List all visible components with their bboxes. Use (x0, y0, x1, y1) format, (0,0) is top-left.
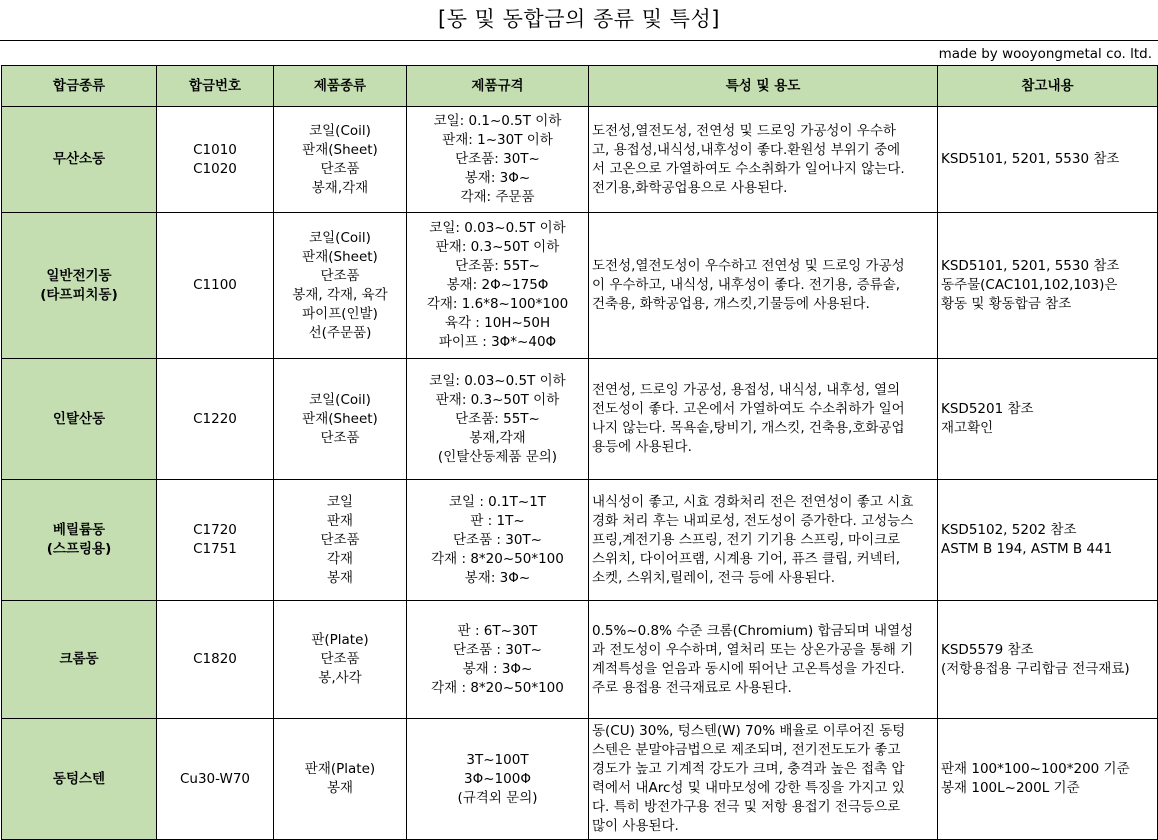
cell-line: 봉재 (326, 569, 354, 586)
cell-line: 황동 및 황동합금 참조 (941, 296, 1072, 312)
cell-line: 봉재 : 3Φ~ (462, 660, 533, 677)
header-alloy-number: 합금번호 (157, 66, 274, 107)
cell-line: 판(Plate) (311, 632, 369, 648)
cell-line: 코일(Coil) (309, 122, 371, 139)
cell-line: 단조품: 55T~ (455, 258, 540, 274)
cell-line: C1720 (193, 522, 237, 538)
header-reference: 참고내용 (938, 66, 1158, 107)
cell-line: 코일: 0.03~0.5T 이하 (429, 372, 566, 389)
cell-line: 봉재,각재 (469, 429, 526, 446)
cell-line: 봉,사각 (318, 670, 362, 686)
cell-line: 과 전도성이 우수하며, 열처리 또는 상온가공을 통해 기 (592, 641, 914, 658)
cell-line: (저항용접용 구리합금 전극재료) (941, 660, 1130, 677)
cell-line: 소켓, 스위치,릴레이, 전극 등에 사용된다. (592, 569, 835, 586)
product-type-cell (274, 359, 407, 480)
cell-line: 각재: 주문품 (460, 189, 535, 205)
cell-line: KSD5579 참조 (941, 641, 1034, 658)
cell-line: 단조품: 30T~ (455, 151, 540, 167)
cell-line: 동텅스텐 (52, 770, 106, 787)
cell-line: 단조품: 55T~ (455, 410, 540, 427)
cell-line: 각재: 1.6*8~100*100 (426, 296, 569, 312)
cell-line: 단조품 (320, 531, 360, 548)
header-row (2, 66, 1158, 107)
reference-cell (938, 480, 1158, 601)
cell-line: 판재(Plate) (304, 761, 376, 777)
cell-line: 동(CU) 30%, 텅스텐(W) 70% 배율로 이루어진 동텅 (592, 723, 906, 739)
product-spec-cell (407, 480, 589, 601)
cell-line: 코일(Coil) (309, 229, 371, 246)
cell-line: 판재: 0.3~50T 이하 (435, 391, 560, 408)
cell-line: C1020 (193, 160, 237, 177)
product-type-cell (274, 107, 407, 213)
cell-line: 파이프(인발) (302, 305, 378, 322)
cell-line: C1751 (193, 541, 237, 557)
cell-line: 내식성이 좋고, 시효 경화처리 전은 전연성이 좋고 시효 (592, 493, 914, 510)
alloy-number-cell (157, 359, 274, 480)
cell-line: 단조품 (320, 651, 360, 667)
cell-line: 무산소동 (52, 151, 106, 167)
cell-line: Cu30-W70 (179, 770, 250, 787)
cell-line: 다. 특히 방전가구용 전극 및 저항 용접기 전극등으로 (592, 799, 901, 815)
cell-line: C1100 (193, 277, 237, 293)
header-alloy-type: 합금종류 (2, 66, 157, 107)
cell-line: 판재 100*100~100*200 기준 (941, 761, 1130, 777)
cell-line: C1820 (193, 651, 237, 667)
cell-line: 서 고온으로 가열하여도 수소취화가 일어나지 않는다. (592, 160, 905, 177)
alloy-number-cell (157, 480, 274, 601)
product-spec-cell (407, 359, 589, 480)
cell-line: 프링,계전기용 스프링, 전기 기기용 스프링, 마이크로 (592, 531, 901, 548)
cell-line: 단조품 (320, 160, 360, 177)
cell-line: 경도가 높고 기계적 강도가 크며, 충격과 높은 접촉 압 (592, 761, 905, 777)
alloy-number-cell (157, 719, 274, 840)
reference-cell (938, 359, 1158, 480)
header-product-spec: 제품규격 (407, 66, 589, 107)
cell-line: 3T~100T (466, 751, 529, 768)
cell-line: 각재 (326, 550, 354, 567)
cell-line: 판재(Sheet) (302, 410, 378, 427)
product-type-cell (274, 601, 407, 719)
cell-line: 스위치, 다이어프램, 시계용 기어, 퓨즈 클립, 커넥터, (592, 550, 901, 567)
cell-line: (인탈산동제품 문의) (437, 448, 558, 465)
cell-line: 봉재 (326, 780, 354, 796)
cell-line: 동주물(CAC101,102,103)은 (941, 277, 1118, 293)
cell-line: 전기용,화학공업용으로 사용된다. (592, 179, 788, 196)
table-row (2, 213, 1158, 359)
table-row (2, 601, 1158, 719)
cell-line: 판재: 0.3~50T 이하 (435, 239, 560, 255)
cell-line: 코일 (326, 493, 354, 510)
cell-line: 파이프 : 3Φ*~40Φ (438, 334, 557, 350)
cell-line: 각재 : 8*20~50*100 (431, 550, 564, 567)
cell-line: 나지 않는다. 목욕솥,탕비기, 개스킷, 건축용,호화공업 (592, 420, 905, 436)
alloy-type-cell (2, 480, 157, 601)
reference-cell (938, 601, 1158, 719)
cell-line: 육각 : 10H~50H (444, 315, 551, 331)
alloy-type-cell (2, 359, 157, 480)
reference-cell (938, 107, 1158, 213)
usage-cell (589, 601, 938, 719)
product-type-cell (274, 480, 407, 601)
header-properties-usage: 특성 및 용도 (589, 66, 938, 107)
product-type-cell (274, 213, 407, 359)
alloy-type-cell (2, 601, 157, 719)
cell-line: 판재 (326, 512, 354, 529)
maker-credit: made by wooyongmetal co. ltd. (938, 46, 1152, 62)
table-row (2, 719, 1158, 840)
cell-line: KSD5102, 5202 참조 (941, 522, 1077, 538)
cell-line: 단조품 (320, 429, 360, 446)
cell-line: 코일(Coil) (309, 391, 371, 408)
cell-line: 단조품 : 30T~ (453, 641, 542, 658)
alloy-type-cell (2, 213, 157, 359)
cell-line: 계적특성을 얻음과 동시에 뛰어난 고온특성을 가진다. (592, 660, 905, 677)
product-type-cell (274, 719, 407, 840)
cell-line: 선(주문품) (308, 324, 372, 341)
usage-cell (589, 359, 938, 480)
cell-line: 이 우수하고, 내식성, 내후성이 좋다. 전기용, 증류솥, (592, 277, 901, 293)
cell-line: 전연성, 드로잉 가공성, 용접성, 내식성, 내후성, 열의 (592, 382, 901, 398)
product-spec-cell (407, 213, 589, 359)
cell-line: 코일: 0.03~0.5T 이하 (429, 220, 566, 236)
cell-line: 판 : 1T~ (470, 512, 525, 529)
product-spec-cell (407, 601, 589, 719)
alloy-table (1, 65, 1158, 840)
cell-line: 0.5%~0.8% 수준 크롬(Chromium) 합금되며 내열성 (592, 622, 914, 639)
cell-line: 코일 : 0.1T~1T (448, 493, 547, 510)
cell-line: 3Φ~100Φ (464, 770, 531, 787)
cell-line: 건축용, 화학공업용, 개스킷,기물등에 사용된다. (592, 296, 870, 312)
cell-line: 전도성이 좋다. 고온에서 가열하여도 수소취하가 일어 (592, 401, 905, 417)
cell-line: 단조품 : 30T~ (453, 531, 542, 548)
cell-line: 각재 : 8*20~50*100 (431, 679, 564, 696)
usage-cell (589, 480, 938, 601)
alloy-number-cell (157, 107, 274, 213)
cell-line: 스텐은 분말야금법으로 제조되며, 전기전도도가 좋고 (592, 742, 901, 758)
cell-line: (스프링용) (46, 541, 112, 557)
cell-line: 봉재, 각재, 육각 (292, 286, 388, 303)
cell-line: (타프피치동) (40, 286, 118, 303)
cell-line: 봉재: 3Φ~ (464, 569, 531, 586)
reference-cell (938, 719, 1158, 840)
product-spec-cell (407, 719, 589, 840)
page-title: [동 및 동합금의 종류 및 특성] (438, 7, 720, 31)
cell-line: 주로 용접용 전극재료로 사용된다. (592, 679, 792, 696)
cell-line: 일반전기동 (46, 267, 112, 284)
title-underline (0, 40, 1158, 41)
table-row (2, 480, 1158, 601)
cell-line: 도전성,열전도성이 우수하고 전연성 및 드로잉 가공성 (592, 258, 905, 274)
cell-line: 판재(Sheet) (302, 248, 378, 265)
table-row (2, 359, 1158, 480)
cell-line: 봉재: 3Φ~ (464, 170, 531, 186)
cell-line: 베릴륨동 (52, 522, 106, 538)
cell-line: 경화 처리 후는 내피로성, 전도성이 증가한다. 고성능스 (592, 512, 914, 529)
cell-line: 크롬동 (59, 651, 99, 667)
cell-line: C1220 (193, 410, 237, 427)
cell-line: (규격외 문의) (457, 789, 538, 806)
usage-cell (589, 213, 938, 359)
cell-line: 많이 사용된다. (592, 818, 679, 834)
cell-line: 코일: 0.1~0.5T 이하 (433, 113, 562, 129)
cell-line: 인탈산동 (52, 410, 106, 427)
header-product-type: 제품종류 (274, 66, 407, 107)
usage-cell (589, 719, 938, 840)
cell-line: ASTM B 194, ASTM B 441 (941, 541, 1113, 557)
cell-line: 력에서 내Arc성 및 내마모성에 강한 특징을 가지고 있 (592, 780, 905, 796)
cell-line: 판재: 1~30T 이하 (442, 132, 553, 148)
alloy-type-cell (2, 107, 157, 213)
cell-line: KSD5101, 5201, 5530 참조 (941, 151, 1120, 167)
usage-cell (589, 107, 938, 213)
cell-line: C1010 (193, 141, 237, 158)
cell-line: 도전성,열전도성, 전연성 및 드로잉 가공성이 우수하 (592, 122, 896, 139)
cell-line: 판 : 6T~30T (457, 622, 538, 639)
cell-line: 봉재,각재 (311, 179, 369, 196)
table-row (2, 107, 1158, 213)
product-spec-cell (407, 107, 589, 213)
cell-line: 단조품 (320, 267, 360, 284)
cell-line: 봉재: 2Φ~175Φ (446, 277, 549, 293)
cell-line: KSD5201 참조 (941, 401, 1034, 417)
cell-line: KSD5101, 5201, 5530 참조 (941, 258, 1120, 274)
cell-line: 봉재 100L~200L 기준 (941, 780, 1080, 796)
cell-line: 용등에 사용된다. (592, 439, 692, 455)
alloy-number-cell (157, 213, 274, 359)
cell-line: 판재(Sheet) (302, 141, 378, 158)
alloy-number-cell (157, 601, 274, 719)
alloy-type-cell (2, 719, 157, 840)
reference-cell (938, 213, 1158, 359)
cell-line: 재고확인 (941, 420, 994, 436)
cell-line: 고, 용접성,내식성,내후성이 좋다.환원성 부위기 중에 (592, 141, 901, 158)
